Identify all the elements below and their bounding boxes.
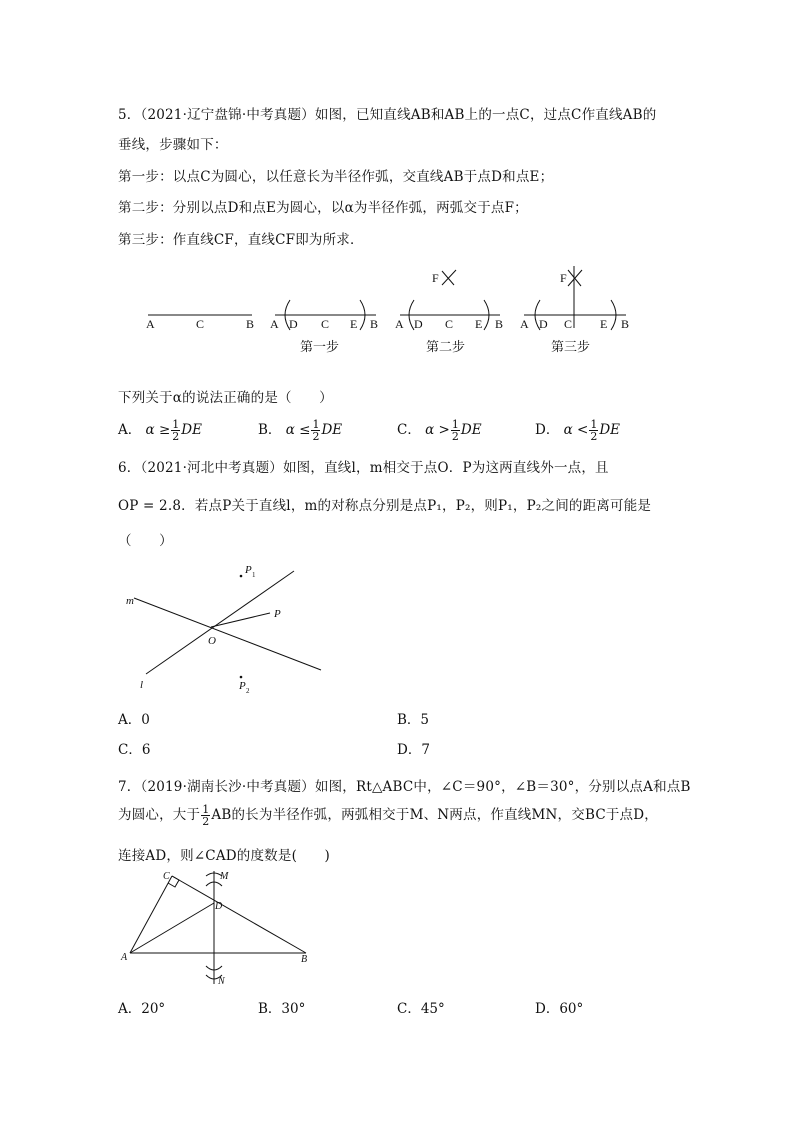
option-value: 6 <box>141 742 151 758</box>
fig7-label-C: C <box>163 871 170 882</box>
q5-line5: 第三步：作直线CF，直线CF即为所求． <box>118 232 364 248</box>
option-value: 60° <box>559 1001 584 1017</box>
option-relation: α < <box>563 422 589 438</box>
fig5-label-E2: E <box>350 317 358 331</box>
fig6-label-m: m <box>126 595 134 607</box>
fraction-numerator: 1 <box>590 418 598 431</box>
q5-option-d[interactable] <box>535 418 620 442</box>
q7-option-d[interactable] <box>535 997 583 1017</box>
q7-line2 <box>118 803 658 827</box>
q6-option-d[interactable] <box>397 738 430 758</box>
fig5-label-C3: C <box>445 317 454 331</box>
q5-option-b[interactable] <box>258 418 342 442</box>
fig6-label-P1: P <box>245 564 252 576</box>
option-letter: C． <box>118 742 142 758</box>
q7-line3: 连接AD，则∠CAD的度数是( ) <box>118 848 330 864</box>
fig5-label-D4: D <box>539 317 548 331</box>
fraction <box>201 804 210 827</box>
p1-point <box>240 575 243 578</box>
fraction <box>171 419 180 442</box>
fraction-numerator: 1 <box>312 418 320 431</box>
fraction-denominator: 2 <box>172 430 180 443</box>
q5-line3: 第一步：以点C为圆心，以任意长为半径作弧，交直线AB于点D和点E； <box>118 169 554 185</box>
q6-option-c[interactable] <box>118 738 150 758</box>
fig5-label-D3: D <box>414 317 423 331</box>
option-letter: B． <box>258 1001 282 1017</box>
q7-option-a[interactable] <box>118 997 165 1017</box>
fig6-label-O: O <box>208 635 216 647</box>
option-letter: C． <box>397 422 421 438</box>
fraction-denominator: 2 <box>312 430 320 443</box>
fig5-label-C4: C <box>564 317 573 331</box>
option-value: 0 <box>141 712 150 728</box>
option-letter: A． <box>118 1001 142 1017</box>
option-value: 45° <box>420 1001 445 1017</box>
fig5-label-F4: F <box>560 271 567 285</box>
q6-option-b[interactable] <box>397 708 429 728</box>
option-letter: D． <box>535 1001 560 1017</box>
fig6-label-P: P <box>274 608 281 620</box>
fraction-denominator: 2 <box>202 815 210 828</box>
q5-line2: 垂线，步骤如下： <box>118 137 228 153</box>
option-letter: B． <box>258 422 282 438</box>
q7-option-b[interactable] <box>258 997 305 1017</box>
q6-line3: （ ） <box>118 533 173 549</box>
fig5-label-A: A <box>146 317 155 331</box>
option-relation: α > <box>425 422 450 438</box>
q5-question: 下列关于α的说法正确的是（ ） <box>118 390 333 406</box>
fig5-caption-step1: 第一步 <box>300 339 340 354</box>
q7-line1: 7．（2019·湖南长沙·中考真题）如图，Rt△ABC中，∠C＝90°，∠B＝30°，分别以点A和点B <box>118 779 691 795</box>
fig6-label-l: l <box>140 679 144 691</box>
fig7-label-A: A <box>121 952 128 963</box>
fig5-caption-step2: 第二步 <box>426 339 466 354</box>
q6-lines-figure <box>118 560 338 700</box>
q5-construction-figure <box>140 258 660 362</box>
fig5-label-E3: E <box>475 317 483 331</box>
fig5-label-E4: E <box>600 317 608 331</box>
fig5-label-B: B <box>246 317 255 331</box>
option-value: 7 <box>421 742 430 758</box>
fig5-label-C2: C <box>321 317 330 331</box>
fig5-label-A2: A <box>270 317 279 331</box>
q7-line2-end: AB的长为半径作弧，两弧相交于M、N两点，作直线MN，交BC于点D， <box>211 807 658 823</box>
fig5-label-B3: B <box>495 317 504 331</box>
fraction <box>311 419 320 442</box>
option-tail: DE <box>599 422 621 438</box>
option-tail: DE <box>460 422 482 438</box>
q5-line1: 5．（2021·辽宁盘锦·中考真题）如图，已知直线AB和AB上的一点C，过点C作直线AB的 <box>118 107 657 123</box>
option-value: 30° <box>281 1001 306 1017</box>
fig5-label-B4: B <box>621 317 630 331</box>
fig5-label-A4: A <box>520 317 529 331</box>
fraction-denominator: 2 <box>451 430 459 443</box>
fig7-label-B: B <box>301 954 308 965</box>
fig6-label-P1-sub: 1 <box>252 571 256 579</box>
option-letter: A． <box>118 422 142 438</box>
fraction <box>451 419 460 442</box>
option-letter: C． <box>397 1001 421 1017</box>
q7-triangle-figure <box>116 862 326 990</box>
fig5-caption-step3: 第三步 <box>551 339 591 354</box>
fig5-label-C: C <box>196 317 205 331</box>
option-tail: DE <box>321 422 343 438</box>
option-letter: B． <box>397 712 421 728</box>
fig5-label-F3: F <box>432 271 439 285</box>
option-value: 5 <box>420 712 430 728</box>
option-relation: α ≥ <box>145 422 171 438</box>
q7-option-c[interactable] <box>397 997 445 1017</box>
fig7-label-N: N <box>218 976 225 987</box>
q5-option-a[interactable] <box>118 418 202 442</box>
q6-option-a[interactable] <box>118 708 150 728</box>
fig7-label-M: M <box>220 871 229 882</box>
fraction-numerator: 1 <box>202 803 210 816</box>
fig6-label-P2-sub: 2 <box>246 687 250 695</box>
option-relation: α ≤ <box>285 422 311 438</box>
q5-line4: 第二步：分别以点D和点E为圆心，以α为半径作弧，两弧交于点F； <box>118 200 528 216</box>
option-tail: DE <box>181 422 202 438</box>
fig5-label-A3: A <box>395 317 404 331</box>
q6-line2: OP = 2.8．若点P关于直线l，m的对称点分别是点P₁，P₂，则P₁，P₂之间的距离可能是 <box>118 498 652 514</box>
fraction <box>589 419 598 442</box>
fig6-label-P2: P <box>239 680 246 692</box>
option-letter: A． <box>118 712 142 728</box>
p2-point <box>240 676 243 679</box>
q5-option-c[interactable] <box>397 418 482 442</box>
fig5-label-B2: B <box>370 317 379 331</box>
option-letter: D． <box>535 422 560 438</box>
option-letter: D． <box>397 742 422 758</box>
fig5-label-D2: D <box>289 317 298 331</box>
option-value: 20° <box>141 1001 166 1017</box>
q6-line1: 6．（2021·河北中考真题）如图，直线l，m相交于点O．P为这两直线外一点，且 <box>118 460 609 476</box>
fig7-label-D: D <box>215 901 223 912</box>
fraction-numerator: 1 <box>172 418 180 431</box>
q7-line2-start: 为圆心，大于 <box>118 807 201 823</box>
fraction-denominator: 2 <box>590 430 598 443</box>
fraction-numerator: 1 <box>451 418 459 431</box>
